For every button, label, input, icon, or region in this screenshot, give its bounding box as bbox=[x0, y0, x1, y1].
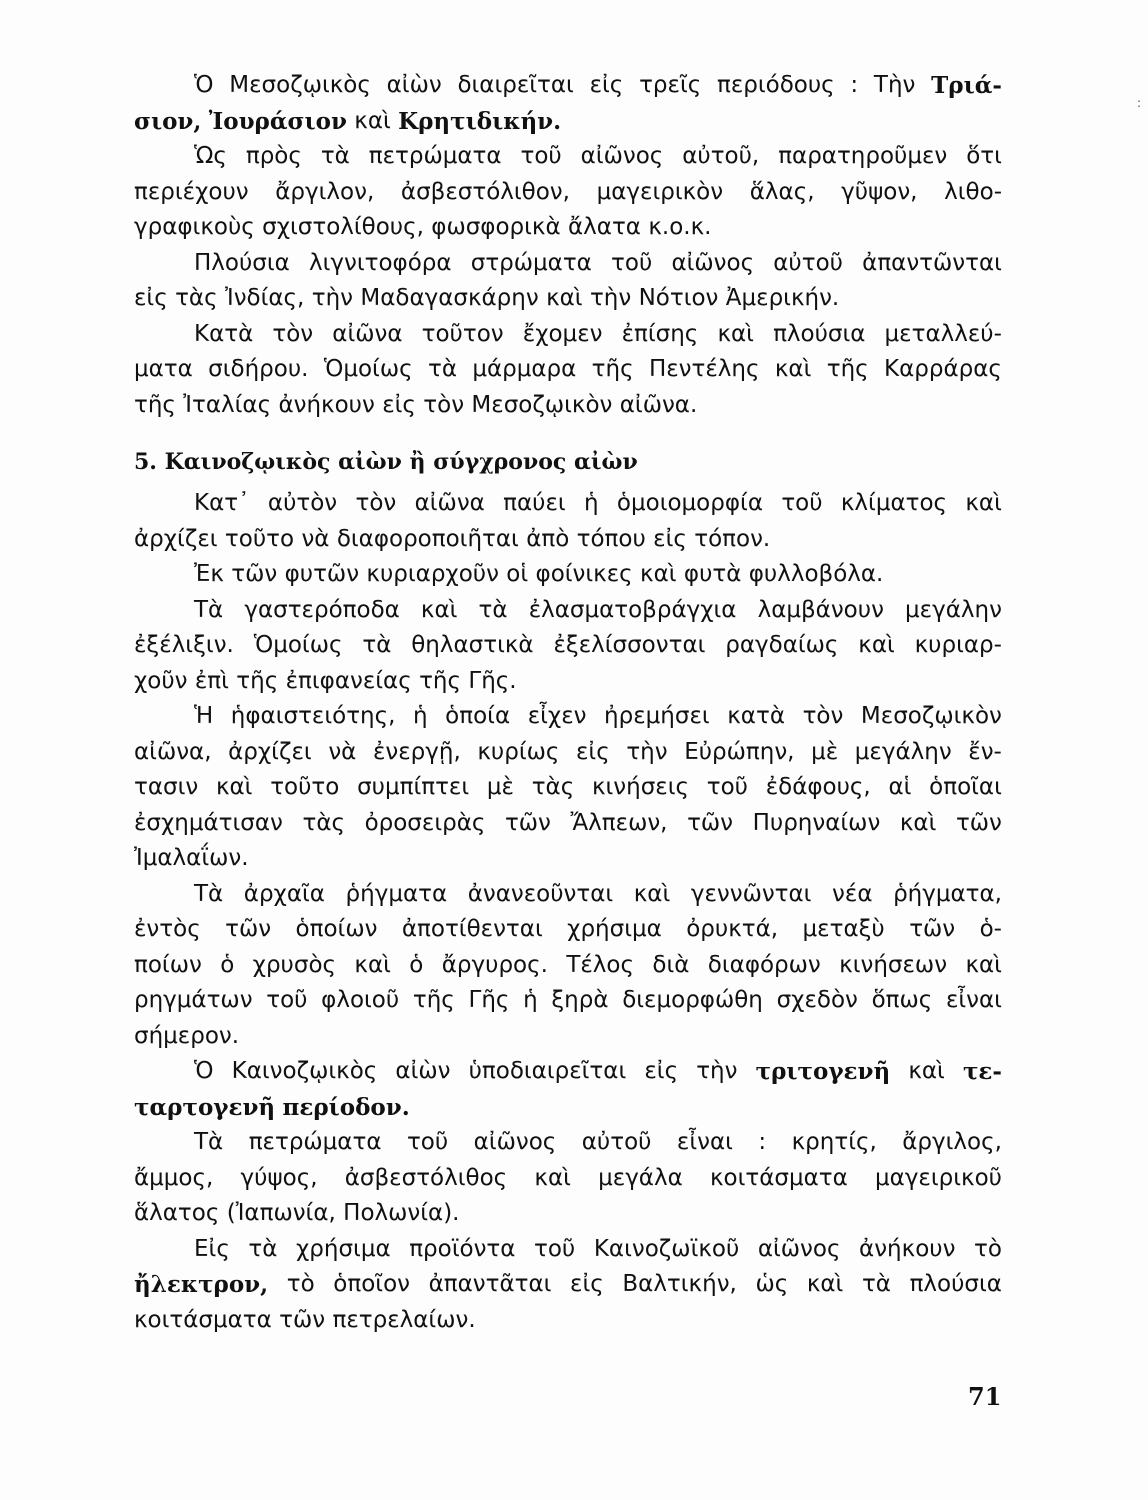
paragraph bbox=[134, 593, 1002, 700]
text-line: Τὰ πετρώματα τοῦ αἰῶνος αὐτοῦ εἶναι : κρητίς, ἄργιλος, bbox=[194, 1129, 1002, 1155]
edge-mark: : bbox=[1137, 96, 1142, 110]
section-heading: 5. Καινοζῳικὸς αἰὼν ἢ σύγχρονος αἰὼν bbox=[134, 449, 638, 475]
text-line: Ὡς πρὸς τὰ πετρώματα τοῦ αἰῶνος αὐτοῦ, παρατηροῦμεν ὅτι bbox=[194, 143, 1002, 169]
text-line: Τὰ γαστερόποδα καὶ τὰ ἐλασματοβράγχια λαμβάνουν μεγάλην bbox=[194, 596, 1002, 623]
paragraph bbox=[134, 877, 1002, 1055]
text-line: ἀρχίζει τοῦτο νὰ διαφοροποιῆται ἀπὸ τόπου εἰς τόπον. bbox=[134, 525, 771, 552]
paragraph bbox=[134, 139, 1002, 246]
text-line: ἐσχημάτισαν τὰς ὀροσειρὰς τῶν Ἄλπεων, τῶν Πυρηναίων καὶ τῶν bbox=[134, 809, 1002, 836]
text-line: ἅλατος (Ἰαπωνία, Πολωνία). bbox=[134, 1200, 460, 1226]
text-line: τῆς Ἰταλίας ἀνήκουν εἰς τὸν Μεσοζῳικὸν αἰῶνα. bbox=[134, 391, 698, 418]
text-line: Ὁ Μεσοζῳικὸς αἰὼν διαιρεῖται εἰς τρεῖς περιόδους : Τὴν Τριά- bbox=[194, 72, 1002, 99]
text-line: ἐξέλιξιν. Ὁμοίως τὰ θηλαστικὰ ἐξελίσσονται ραγδαίως καὶ κυριαρ- bbox=[134, 632, 1002, 658]
text-line: ποίων ὁ χρυσὸς καὶ ὁ ἄργυρος. Τέλος διὰ διαφόρων κινήσεων καὶ bbox=[134, 951, 1002, 978]
paragraph bbox=[134, 317, 1002, 424]
text-line: Ἐκ τῶν φυτῶν κυριαρχοῦν οἱ φοίνικες καὶ φυτὰ φυλλοβόλα. bbox=[194, 561, 884, 587]
text-line: περιέχουν ἄργιλον, ἀσβεστόλιθον, μαγειρικὸν ἅλας, γῦψον, λιθο- bbox=[134, 178, 1002, 205]
page-number: 71 bbox=[968, 1382, 1002, 1411]
text-line: Πλούσια λιγνιτοφόρα στρώματα τοῦ αἰῶνος αὐτοῦ ἀπαντῶνται bbox=[194, 249, 1002, 276]
text-line: Κατ᾽ αὐτὸν τὸν αἰῶνα παύει ἡ ὁμοιομορφία τοῦ κλίματος καὶ bbox=[194, 490, 1002, 516]
text-line: τασιν καὶ τοῦτο συμπίπτει μὲ τὰς κινήσεις τοῦ ἐδάφους, αἱ ὁποῖαι bbox=[134, 774, 1002, 800]
text-line: Κατὰ τὸν αἰῶνα τοῦτον ἔχομεν ἐπίσης καὶ πλούσια μεταλλεύ- bbox=[194, 320, 1002, 347]
text-line: χοῦν ἐπὶ τῆς ἐπιφανείας τῆς Γῆς. bbox=[134, 667, 517, 694]
paragraph bbox=[134, 557, 1002, 593]
text-line: ρηγμάτων τοῦ φλοιοῦ τῆς Γῆς ἡ ξηρὰ διεμορφώθη σχεδὸν ὅπως εἶναι bbox=[134, 987, 1002, 1013]
text-line: ματα σιδήρου. Ὁμοίως τὰ μάρμαρα τῆς Πεντέλης καὶ τῆς Καρράρας bbox=[134, 356, 1002, 382]
body-text bbox=[134, 68, 1002, 1338]
text-line: αἰῶνα, ἀρχίζει νὰ ἐνεργῇ, κυρίως εἰς τὴν Εὐρώπην, μὲ μεγάλην ἔν- bbox=[134, 738, 1002, 765]
text-line: σιον, Ἰουράσιον καὶ Κρητιδικήν. bbox=[134, 107, 562, 135]
paragraph bbox=[134, 1232, 1002, 1339]
text-line: σήμερον. bbox=[134, 1022, 240, 1049]
text-line: γραφικοὺς σχιστολίθους, φωσφορικὰ ἄλατα κ.ο.κ. bbox=[134, 214, 712, 240]
text-line: Ὁ Καινοζῳικὸς αἰὼν ὑποδιαιρεῖται εἰς τὴν τριτογενῆ καὶ τε- bbox=[194, 1058, 1002, 1085]
paragraph bbox=[134, 1054, 1002, 1125]
text-line: ταρτογενῆ περίοδον. bbox=[134, 1093, 410, 1121]
text-line: Ἡ ἡφαιστειότης, ἡ ὁποία εἶχεν ἠρεμήσει κατὰ τὸν Μεσοζῳικὸν bbox=[194, 703, 1002, 729]
paragraph bbox=[134, 68, 1002, 139]
text-line: Εἰς τὰ χρήσιμα προϊόντα τοῦ Καινοζωϊκοῦ αἰῶνος ἀνήκουν τὸ bbox=[194, 1235, 1002, 1262]
paragraph bbox=[134, 486, 1002, 557]
paragraph bbox=[134, 699, 1002, 877]
text-line: Ἰμαλαΐων. bbox=[134, 845, 249, 871]
text-line: Τὰ ἀρχαῖα ῥήγματα ἀνανεοῦνται καὶ γεννῶνται νέα ῥήγματα, bbox=[194, 880, 1002, 907]
text-line: ἤλεκτρον, τὸ ὁποῖον ἀπαντᾶται εἰς Βαλτικήν, ὡς καὶ τὰ πλούσια bbox=[134, 1271, 1002, 1298]
text-line: κοιτάσματα τῶν πετρελαίων. bbox=[134, 1306, 476, 1333]
text-line: ἄμμος, γύψος, ἀσβεστόλιθος καὶ μεγάλα κοιτάσματα μαγειρικοῦ bbox=[134, 1164, 1002, 1191]
paragraph bbox=[134, 1125, 1002, 1232]
paragraph bbox=[134, 246, 1002, 317]
text-line: εἰς τὰς Ἰνδίας, τὴν Μαδαγασκάρην καὶ τὴν Νότιον Ἀμερικήν. bbox=[134, 285, 840, 311]
text-line: ἐντὸς τῶν ὁποίων ἀποτίθενται χρήσιμα ὀρυκτά, μεταξὺ τῶν ὁ- bbox=[134, 916, 1002, 942]
